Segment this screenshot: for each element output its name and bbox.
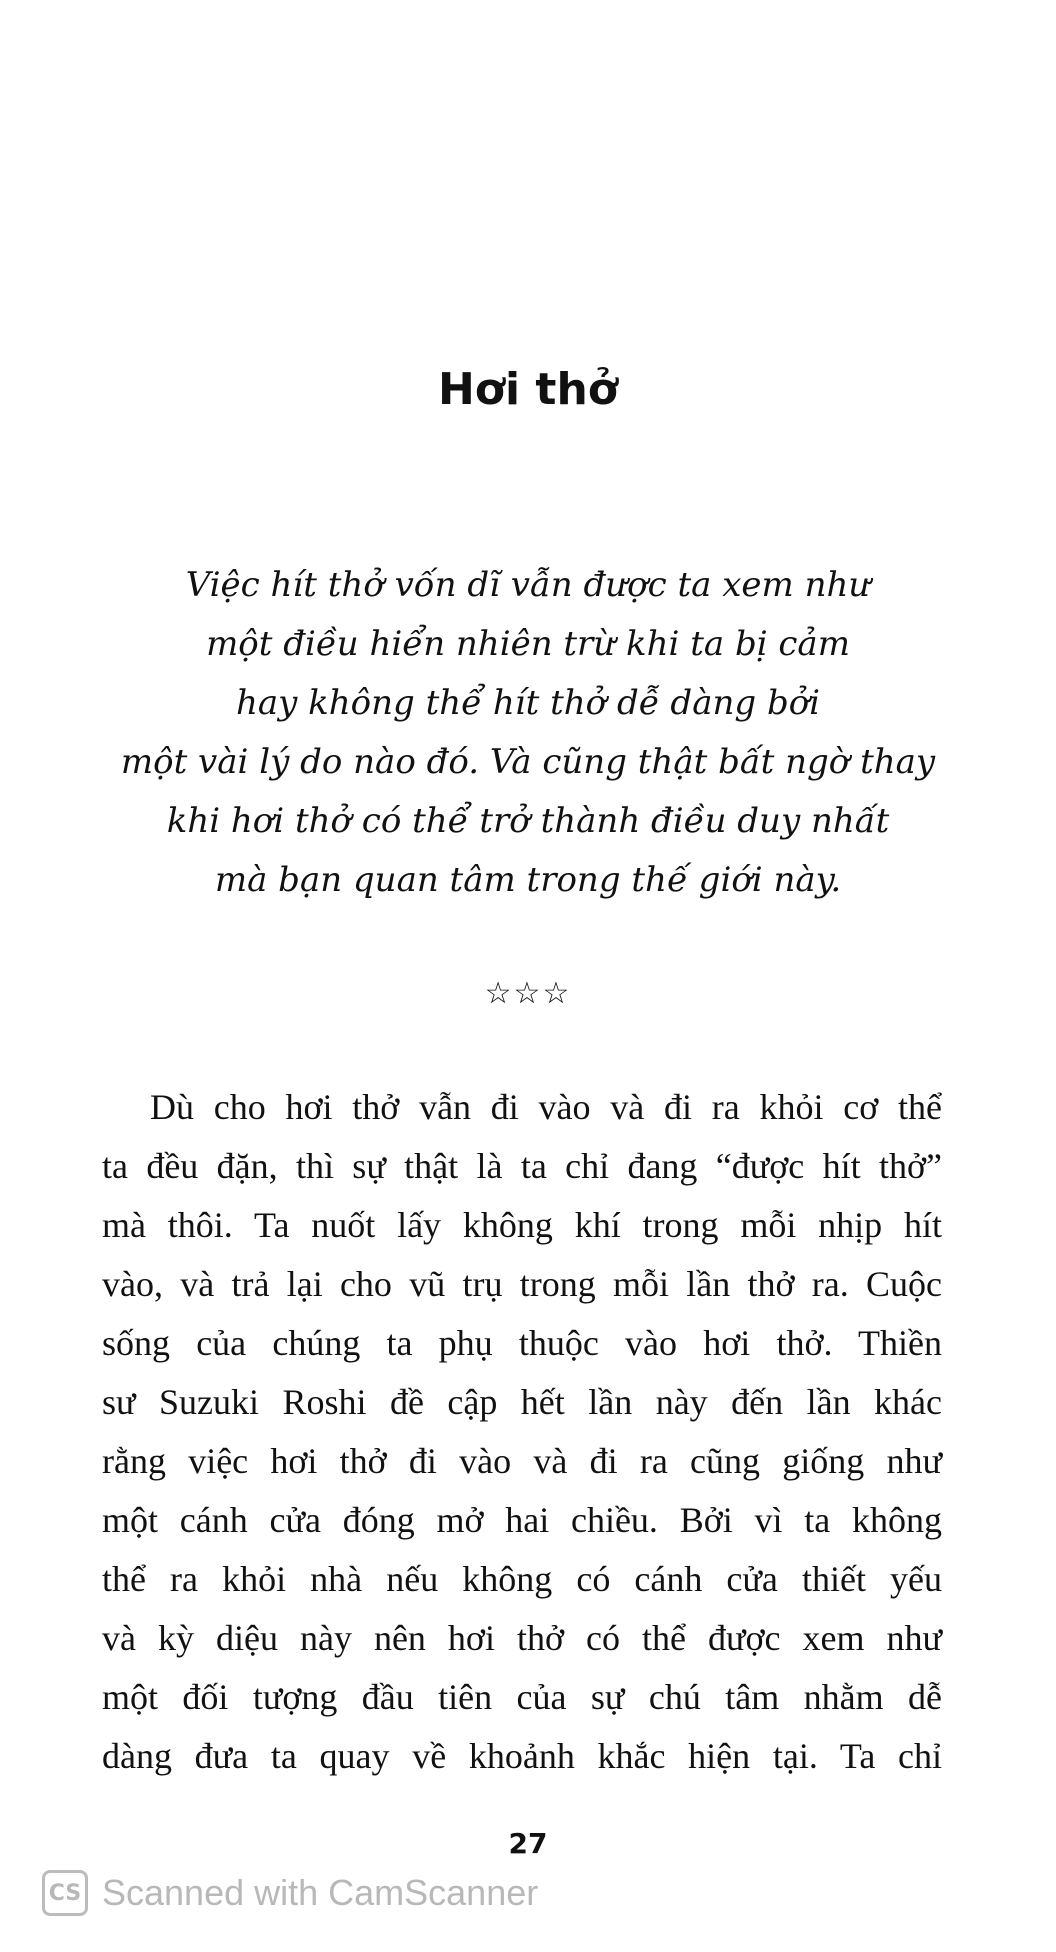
body-line: và kỳ diệu này nên hơi thở có thể được xem như [102, 1618, 942, 1658]
epigraph-line: Việc hít thở vốn dĩ vẫn được ta xem như [185, 565, 871, 605]
body-line: mà thôi. Ta nuốt lấy không khí trong mỗi nhịp hít [102, 1205, 942, 1245]
chapter-title: Hơi thở [437, 364, 619, 415]
section-separator-stars: ☆☆☆ [484, 976, 572, 1011]
epigraph [80, 556, 976, 910]
body-line: rằng việc hơi thở đi vào và đi ra cũng giống như [102, 1441, 942, 1481]
camscanner-logo-icon: CS [42, 1870, 88, 1916]
body-line: thể ra khỏi nhà nếu không có cánh cửa thiết yếu [102, 1559, 942, 1599]
page-number: 27 [508, 1827, 548, 1860]
epigraph-line: khi hơi thở có thể trở thành điều duy nhất [166, 801, 890, 841]
body-line: Dù cho hơi thở vẫn đi vào và đi ra khỏi cơ thể [150, 1087, 942, 1127]
body-line: ta đều đặn, thì sự thật là ta chỉ đang “được hít thở” [102, 1146, 942, 1186]
camscanner-watermark [42, 1866, 538, 1920]
watermark-text: Scanned with CamScanner [102, 1872, 539, 1913]
epigraph-line: một điều hiển nhiên trừ khi ta bị cảm [206, 624, 850, 664]
body-line: một cánh cửa đóng mở hai chiều. Bởi vì ta không [102, 1500, 942, 1540]
body-line: một đối tượng đầu tiên của sự chú tâm nhằm dễ [102, 1677, 942, 1717]
epigraph-line: mà bạn quan tâm trong thế giới này. [214, 860, 842, 900]
epigraph-line: một vài lý do nào đó. Và cũng thật bất ngờ thay [120, 742, 936, 782]
body-line: dàng đưa ta quay về khoảnh khắc hiện tại. Ta chỉ [102, 1736, 942, 1776]
body-line: vào, và trả lại cho vũ trụ trong mỗi lần thở ra. Cuộc [102, 1264, 942, 1304]
body-paragraph [102, 1078, 942, 1786]
body-line: sống của chúng ta phụ thuộc vào hơi thở. Thiền [102, 1323, 942, 1363]
body-line: sư Suzuki Roshi đề cập hết lần này đến lần khác [102, 1382, 942, 1422]
epigraph-line: hay không thể hít thở dễ dàng bởi [235, 683, 821, 723]
